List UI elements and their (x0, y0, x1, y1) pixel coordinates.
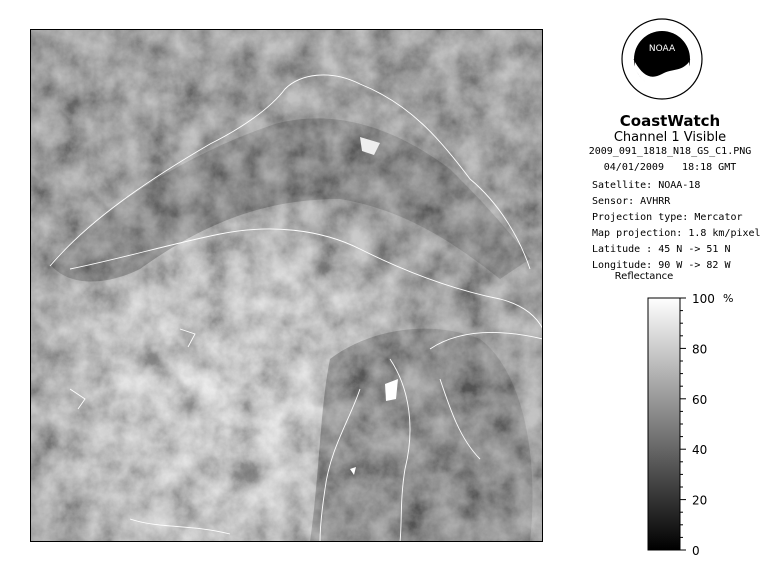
meta-projection-type: Projection type: Mercator (592, 212, 743, 223)
meta-latitude: Latitude : 45 N -> 51 N (592, 244, 731, 255)
colorbar-tick-label: 40 (692, 443, 708, 458)
meta-longitude: Longitude: 90 W -> 82 W (592, 260, 731, 271)
satellite-image (30, 29, 543, 542)
colorbar-tick-label: 60 (692, 392, 708, 407)
meta-map-projection: Map projection: 1.8 km/pixel (592, 228, 761, 239)
colorbar (570, 288, 770, 558)
date-value: 04/01/2009 (603, 162, 664, 173)
noaa-logo-icon (621, 18, 703, 100)
colorbar-tick-label: 80 (692, 342, 708, 357)
colorbar-tick-label: 100 (692, 292, 715, 306)
colorbar-ticks (680, 298, 686, 550)
date-time (570, 162, 770, 173)
meta-satellite: Satellite: NOAA-18 (592, 180, 701, 191)
product-title: CoastWatch (619, 112, 721, 130)
colorbar-tick-label: 20 (692, 493, 708, 508)
colorbar-label: Reflectance (614, 271, 674, 282)
colorbar-tick-label: 0 (692, 544, 700, 558)
meta-sensor: Sensor: AVHRR (592, 196, 671, 207)
noaa-logo-text: NOAA (648, 44, 676, 54)
time-value: 18:18 GMT (682, 162, 737, 173)
colorbar-unit: % (723, 292, 734, 305)
channel-label: Channel 1 Visible (613, 130, 727, 145)
colorbar-tick-labels (692, 292, 715, 558)
file-name: 2009_091_1818_N18_GS_C1.PNG (588, 146, 752, 157)
colorbar-gradient (648, 298, 680, 550)
